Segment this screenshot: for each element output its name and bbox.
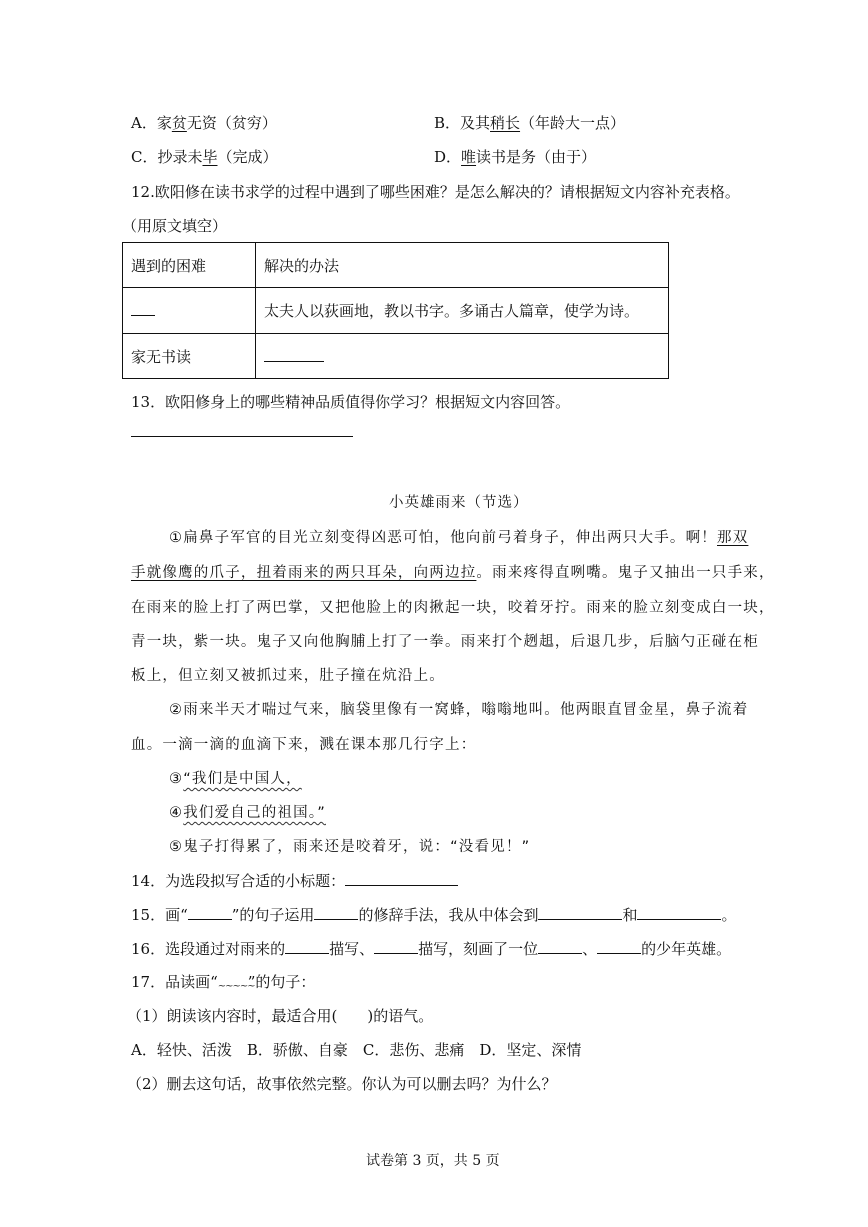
q14-text: 14．为选段拟写合适的小标题： (131, 872, 346, 890)
story-p4 (169, 801, 326, 822)
story-p3 (169, 767, 302, 788)
q15-part-e: 。 (721, 906, 737, 924)
q17-sub2: （2）删去这句话，故事依然完整。你认为可以删去吗？为什么？ (127, 1075, 557, 1093)
option-a-key: 贫 (171, 114, 187, 132)
table-blank-difficulty[interactable] (123, 288, 256, 334)
option-c-key: 毕 (202, 148, 218, 166)
table-blank-solution[interactable] (256, 334, 669, 379)
option-a-suffix: 无资（贫穷） (186, 114, 277, 132)
q11-option-c (131, 146, 278, 167)
p3-number: ③ (169, 771, 184, 787)
option-b-prefix: B．及其 (434, 114, 491, 132)
q12-instruction: （用原文填空） (122, 217, 228, 235)
p1-line2-text: 。雨来疼得直咧嘴。鬼子又抽出一只手来， (476, 565, 775, 581)
q16-part-e: 的少年英雄。 (641, 940, 732, 958)
q16-part-a: 16．选段通过对雨来的 (131, 940, 286, 958)
story-p1-line5: 板上，但立刻又被抓过来，肚子撞在炕沿上。 (131, 668, 445, 684)
q15-blank-1[interactable] (188, 905, 232, 920)
q13-answer-line[interactable] (131, 436, 353, 437)
q15-part-c: 的修辞手法，我从中体会到 (358, 906, 539, 924)
story-p5: ⑤鬼子打得累了，雨来还是咬着牙，说：“没看见！” (169, 839, 531, 855)
p1-underlined-sentence: 手就像鹰的爪子，扭着雨来的两只耳朵，向两边拉 (131, 565, 477, 581)
story-p1-line1 (169, 526, 748, 547)
q15-part-d: 和 (622, 906, 638, 924)
q15-part-b: ”的句子运用 (231, 906, 315, 924)
q11-option-d (434, 146, 596, 167)
q17-wavy-mark: ~~~~~ (217, 981, 255, 992)
option-c-suffix: （完成） (217, 148, 278, 166)
q14-question (131, 870, 458, 891)
option-c-prefix: C．抄录未 (131, 148, 203, 166)
p1-underlined-start: 那双 (717, 530, 749, 546)
option-b-suffix: （年龄大一点） (520, 114, 626, 132)
q16-question (131, 938, 731, 959)
story-p2-line2: 血。一滴一滴的血滴下来，溅在课本那几行字上： (131, 737, 477, 753)
q15-blank-4[interactable] (637, 905, 721, 920)
q13-question: 13．欧阳修身上的哪些精神品质值得你学习？根据短文内容回答。 (131, 393, 571, 411)
q17-question (131, 971, 315, 992)
q17-part-b: ”的句子： (247, 973, 316, 991)
q16-part-c: 描写，刻画了一位 (418, 940, 539, 958)
q16-blank-3[interactable] (538, 939, 582, 954)
table-row1-solution: 太夫人以荻画地，教以书字。多诵古人篇章，使学为诗。 (256, 288, 669, 334)
story-p2-line1: ②雨来半天才喘过气来，脑袋里像有一窝蜂，嗡嗡地叫。他两眼直冒金星，鼻子流着 (169, 702, 749, 718)
q12-table (122, 242, 669, 379)
q15-part-a: 15．画“ (131, 906, 188, 924)
story-p1-line4: 青一块，紫一块。鬼子又向他胸脯上打了一拳。雨来打个趔趄，后退几步，后脑勺正碰在柜 (131, 634, 759, 650)
option-d-key: 唯 (461, 148, 477, 166)
q15-blank-2[interactable] (314, 905, 358, 920)
option-b-key: 稍长 (490, 114, 521, 132)
story-title: 小英雄雨来（节选） (389, 495, 529, 511)
table-header-difficulty: 遇到的困难 (123, 243, 256, 288)
q17-part-a: 17．品读画“ (131, 973, 218, 991)
p4-number: ④ (169, 805, 184, 821)
story-p1-line2 (131, 561, 775, 582)
p4-wavy-text: 我们爱自己的祖国。” (183, 805, 326, 821)
page-footer: 试卷第 3 页，共 5 页 (366, 1153, 500, 1169)
option-a-prefix: A．家 (131, 114, 172, 132)
q12-question: 12.欧阳修在读书求学的过程中遇到了哪些困难？是怎么解决的？请根据短文内容补充表格。 (131, 183, 740, 201)
q16-part-b: 描写、 (329, 940, 375, 958)
q15-blank-3[interactable] (538, 905, 622, 920)
q16-blank-1[interactable] (285, 939, 329, 954)
option-d-prefix: D． (434, 148, 462, 166)
story-p1-line3: 在雨来的脸上打了两巴掌，又把他脸上的肉揪起一块，咬着牙拧。雨来的脸立刻变成白一块， (131, 600, 775, 616)
p1-line1-text: ①扁鼻子军官的目光立刻变得凶恶可怕，他向前弓着身子，伸出两只大手。啊！ (169, 530, 717, 546)
q16-blank-2[interactable] (374, 939, 418, 954)
q16-blank-4[interactable] (597, 939, 641, 954)
q16-part-d: 、 (582, 940, 598, 958)
q17-options: A．轻快、活泼 B．骄傲、自豪 C．悲伤、悲痛 D．坚定、深情 (131, 1041, 582, 1059)
p3-wavy-text: “我们是中国人， (183, 771, 302, 787)
option-d-suffix: 读书是务（由于） (476, 148, 597, 166)
q11-option-a (131, 112, 277, 133)
q17-sub1: （1）朗读该内容时，最适合用( )的语气。 (127, 1007, 434, 1025)
table-row2-difficulty: 家无书读 (123, 334, 256, 379)
q11-option-b (434, 112, 625, 133)
q14-blank[interactable] (345, 871, 458, 886)
table-header-solution: 解决的办法 (256, 243, 669, 288)
q15-question (131, 904, 736, 925)
